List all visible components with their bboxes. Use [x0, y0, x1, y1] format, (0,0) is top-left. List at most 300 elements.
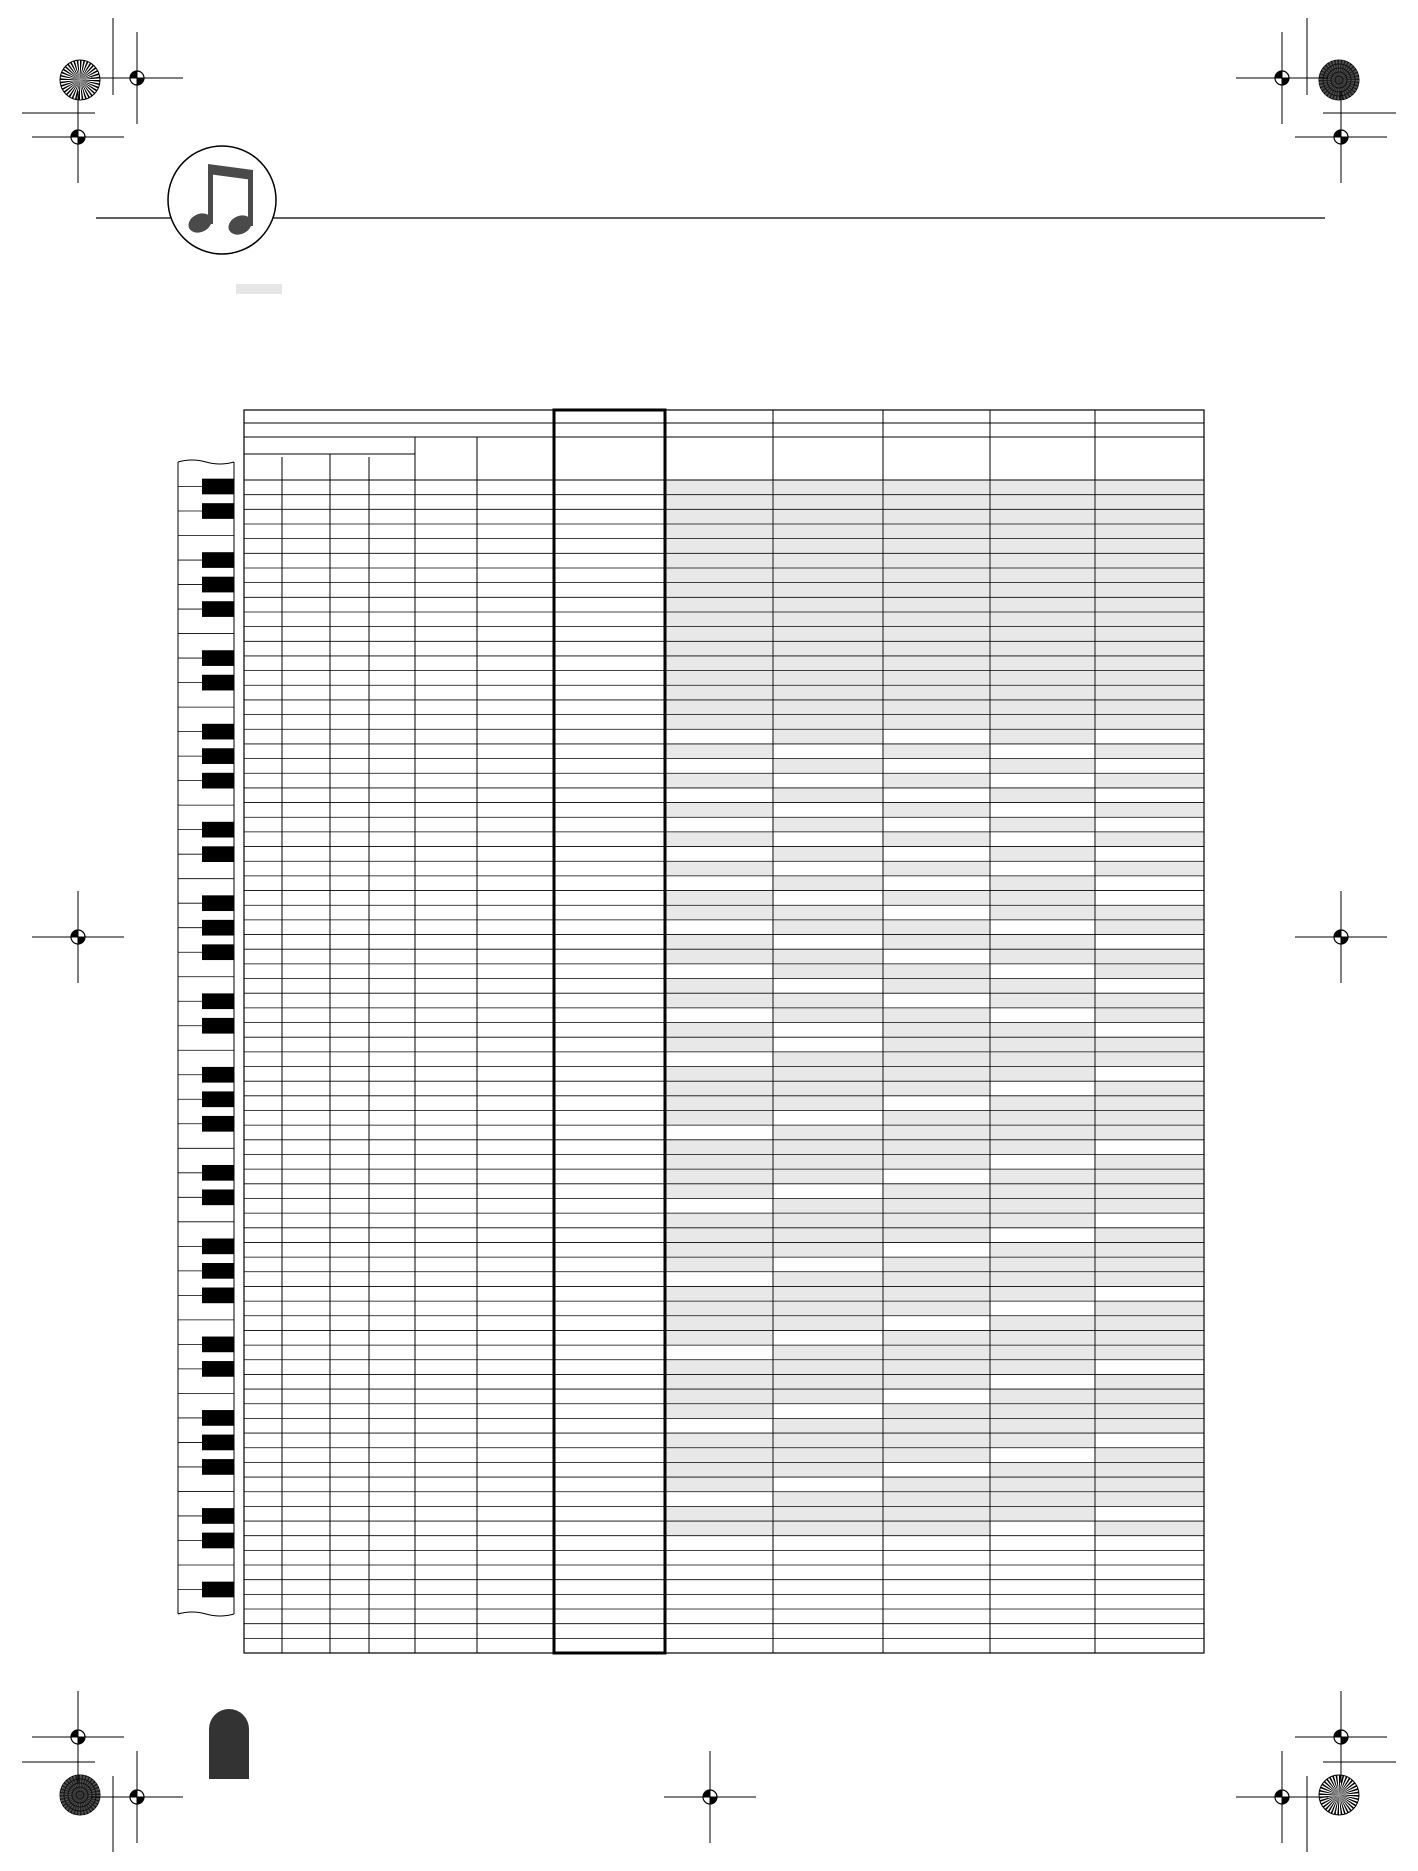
shaded-cell	[884, 1272, 989, 1286]
shaded-cell	[1096, 1272, 1203, 1286]
black-key	[202, 1533, 234, 1549]
shaded-cell	[666, 1023, 772, 1037]
shaded-cell	[774, 1140, 882, 1154]
shaded-cell	[774, 876, 882, 890]
shaded-cell	[666, 671, 772, 685]
shaded-cell	[1096, 583, 1203, 597]
shaded-cell	[884, 920, 989, 934]
shaded-cell	[1096, 1243, 1203, 1257]
black-key	[202, 1263, 234, 1279]
shaded-cell	[991, 1507, 1094, 1521]
shaded-cell	[1096, 1199, 1203, 1213]
shaded-cell	[1096, 510, 1203, 524]
shaded-cell	[884, 979, 989, 993]
shaded-cell	[1096, 1478, 1203, 1492]
shaded-cell	[884, 1522, 989, 1536]
shaded-cell	[774, 1346, 882, 1360]
shaded-cell	[1096, 715, 1203, 729]
shaded-cell	[991, 656, 1094, 670]
shaded-cell	[1096, 832, 1203, 846]
shaded-cell	[774, 950, 882, 964]
shaded-cell	[666, 891, 772, 905]
shaded-cell	[991, 1023, 1094, 1037]
shaded-cell	[991, 1140, 1094, 1154]
shaded-cell	[1096, 1375, 1203, 1389]
shaded-cell	[991, 686, 1094, 700]
shaded-cell	[884, 568, 989, 582]
shaded-cell	[666, 1390, 772, 1404]
shaded-cell	[991, 1360, 1094, 1374]
shaded-cell	[666, 744, 772, 758]
shaded-cell	[1096, 1184, 1203, 1198]
shaded-cell	[666, 774, 772, 788]
shaded-cell	[884, 481, 989, 495]
shaded-cell	[1096, 1126, 1203, 1140]
shaded-cell	[1096, 774, 1203, 788]
black-key	[202, 1435, 234, 1451]
shaded-cell	[666, 1067, 772, 1081]
shaded-cell	[774, 906, 882, 920]
shaded-cell	[884, 1111, 989, 1125]
shaded-cell	[884, 1214, 989, 1228]
shaded-cell	[991, 1331, 1094, 1345]
shaded-cell	[774, 847, 882, 861]
keyboard-break-bottom	[178, 1612, 234, 1616]
shaded-cell	[774, 1302, 882, 1316]
shaded-cell	[1096, 612, 1203, 626]
shaded-cell	[666, 803, 772, 817]
shaded-cell	[884, 935, 989, 949]
shaded-cell	[666, 935, 772, 949]
black-key	[202, 577, 234, 593]
shaded-cell	[774, 1067, 882, 1081]
shaded-cell	[1096, 1448, 1203, 1462]
shaded-cell	[1096, 1228, 1203, 1242]
shaded-cell	[1096, 539, 1203, 553]
shaded-cell	[774, 554, 882, 568]
page-number-tab	[209, 1709, 249, 1779]
shaded-cell	[774, 1214, 882, 1228]
shaded-cell	[884, 524, 989, 538]
shaded-cell	[774, 656, 882, 670]
shaded-cell	[1096, 1522, 1203, 1536]
keyboard-break-top	[178, 460, 234, 464]
shaded-cell	[991, 1126, 1094, 1140]
shaded-cell	[774, 671, 882, 685]
shaded-cell	[884, 774, 989, 788]
shaded-cell	[991, 1478, 1094, 1492]
black-key	[202, 1508, 234, 1524]
shaded-cell	[991, 524, 1094, 538]
shaded-cell	[774, 1492, 882, 1506]
shaded-cell	[666, 1507, 772, 1521]
shaded-cell	[774, 627, 882, 641]
piano-keyboard	[178, 460, 234, 1616]
shaded-cell	[774, 568, 882, 582]
shaded-cell	[774, 715, 882, 729]
shaded-cell	[666, 612, 772, 626]
shaded-cell	[991, 1052, 1094, 1066]
shaded-cell	[884, 803, 989, 817]
shaded-cell	[884, 554, 989, 568]
highlighted-column	[554, 410, 665, 1653]
shaded-cell	[1096, 1258, 1203, 1272]
shaded-cell	[1096, 495, 1203, 509]
shaded-cell	[991, 642, 1094, 656]
shaded-cell	[991, 1316, 1094, 1330]
shaded-cell	[884, 700, 989, 714]
shaded-cell	[666, 686, 772, 700]
shaded-cell	[666, 1478, 772, 1492]
shaded-cell	[666, 1214, 772, 1228]
shaded-cell	[991, 539, 1094, 553]
shaded-cell	[991, 906, 1094, 920]
shaded-cell	[1096, 744, 1203, 758]
shaded-cell	[1096, 568, 1203, 582]
black-key	[202, 1116, 234, 1132]
shaded-cell	[1096, 1096, 1203, 1110]
shaded-cell	[884, 539, 989, 553]
black-key	[202, 1288, 234, 1304]
shaded-cell	[666, 656, 772, 670]
shaded-cell	[884, 862, 989, 876]
shaded-cell	[774, 700, 882, 714]
shaded-cell	[666, 1302, 772, 1316]
shaded-cell	[1096, 964, 1203, 978]
shaded-cell	[884, 1302, 989, 1316]
shaded-cell	[991, 994, 1094, 1008]
black-key	[202, 601, 234, 617]
shaded-cell	[774, 1522, 882, 1536]
black-key	[202, 944, 234, 960]
shaded-cell	[884, 1404, 989, 1418]
shaded-cell	[774, 1360, 882, 1374]
shaded-cell	[991, 1346, 1094, 1360]
shaded-cell	[1096, 1492, 1203, 1506]
black-key	[202, 650, 234, 666]
black-key	[202, 675, 234, 691]
shaded-cell	[991, 1390, 1094, 1404]
black-key	[202, 895, 234, 911]
shaded-cell	[774, 1008, 882, 1022]
shaded-cell	[774, 1287, 882, 1301]
shaded-cell	[774, 1126, 882, 1140]
shaded-cell	[774, 1390, 882, 1404]
shaded-cell	[991, 598, 1094, 612]
shaded-cell	[666, 1243, 772, 1257]
shaded-cell	[666, 979, 772, 993]
shaded-cell	[884, 1478, 989, 1492]
shaded-cell	[991, 788, 1094, 802]
shaded-cell	[884, 1052, 989, 1066]
shaded-cell	[991, 1038, 1094, 1052]
shaded-cell	[774, 1155, 882, 1169]
shaded-cell	[666, 1522, 772, 1536]
shaded-cell	[884, 1038, 989, 1052]
shaded-cell	[884, 744, 989, 758]
shaded-cell	[1096, 524, 1203, 538]
shaded-cell	[991, 1214, 1094, 1228]
shaded-cell	[884, 1140, 989, 1154]
shaded-cell	[666, 598, 772, 612]
shaded-cell	[991, 979, 1094, 993]
shaded-cell	[991, 730, 1094, 744]
shaded-cell	[991, 1492, 1094, 1506]
shaded-cell	[1096, 1404, 1203, 1418]
shaded-cell	[774, 1096, 882, 1110]
shaded-cell	[1096, 1390, 1203, 1404]
shaded-cell	[884, 1126, 989, 1140]
shaded-cell	[1096, 1302, 1203, 1316]
black-key	[202, 1459, 234, 1475]
shaded-cell	[666, 1096, 772, 1110]
shaded-cell	[991, 568, 1094, 582]
black-key	[202, 1361, 234, 1377]
shaded-cell	[666, 642, 772, 656]
shaded-cell	[991, 759, 1094, 773]
shaded-cell	[884, 1360, 989, 1374]
shaded-cell	[991, 847, 1094, 861]
shaded-cell	[774, 1375, 882, 1389]
shaded-cell	[1096, 481, 1203, 495]
shaded-cell	[1096, 700, 1203, 714]
shaded-cell	[991, 612, 1094, 626]
shaded-cell	[666, 950, 772, 964]
black-key	[202, 503, 234, 519]
shaded-cell	[666, 568, 772, 582]
shaded-cell	[666, 1463, 772, 1477]
black-key	[202, 1582, 234, 1598]
shaded-cell	[1096, 627, 1203, 641]
shaded-cell	[774, 1463, 882, 1477]
shaded-cell	[884, 1228, 989, 1242]
shaded-cell	[666, 554, 772, 568]
shaded-cell	[884, 656, 989, 670]
shaded-cell	[991, 1243, 1094, 1257]
shaded-cell	[774, 539, 882, 553]
shaded-cell	[884, 1008, 989, 1022]
shaded-cell	[991, 1170, 1094, 1184]
shaded-cell	[1096, 1331, 1203, 1345]
shaded-cell	[1096, 994, 1203, 1008]
page-tab-label	[236, 284, 282, 294]
shaded-cell	[884, 1492, 989, 1506]
shaded-cell	[666, 1082, 772, 1096]
shaded-cell	[774, 481, 882, 495]
shaded-cell	[774, 730, 882, 744]
shaded-cell	[774, 1316, 882, 1330]
shaded-cell	[991, 481, 1094, 495]
shaded-cell	[884, 715, 989, 729]
black-key	[202, 1410, 234, 1426]
black-key	[202, 1189, 234, 1205]
shaded-cell	[991, 935, 1094, 949]
shaded-cell	[884, 598, 989, 612]
shaded-cell	[884, 1258, 989, 1272]
shaded-cell	[666, 1111, 772, 1125]
shaded-cell	[666, 524, 772, 538]
shaded-cell	[1096, 686, 1203, 700]
shaded-cell	[774, 788, 882, 802]
shaded-cell	[774, 920, 882, 934]
shaded-cell	[774, 1448, 882, 1462]
shaded-cell	[991, 1111, 1094, 1125]
shaded-cell	[774, 1228, 882, 1242]
shaded-cell	[991, 583, 1094, 597]
shaded-cell	[666, 1375, 772, 1389]
shaded-cell	[884, 1067, 989, 1081]
shaded-cell	[774, 994, 882, 1008]
shaded-cell	[666, 1258, 772, 1272]
shaded-cell	[666, 539, 772, 553]
shaded-cell	[666, 1360, 772, 1374]
black-key	[202, 773, 234, 789]
shaded-cell	[884, 964, 989, 978]
shaded-cell	[774, 1170, 882, 1184]
black-key	[202, 724, 234, 740]
shaded-cell	[1096, 1346, 1203, 1360]
shaded-cell	[774, 1243, 882, 1257]
shaded-cell	[884, 1199, 989, 1213]
shaded-cell	[666, 510, 772, 524]
shaded-cell	[1096, 803, 1203, 817]
shaded-cell	[666, 481, 772, 495]
shaded-cell	[1096, 1082, 1203, 1096]
shaded-cell	[884, 671, 989, 685]
shaded-cell	[774, 524, 882, 538]
shaded-cell	[666, 1434, 772, 1448]
shaded-cell	[884, 891, 989, 905]
shaded-cell	[991, 1258, 1094, 1272]
black-key	[202, 846, 234, 862]
shaded-cell	[884, 627, 989, 641]
shaded-cell	[1096, 656, 1203, 670]
shaded-cell	[666, 715, 772, 729]
shaded-cell	[774, 583, 882, 597]
shaded-cell	[884, 1331, 989, 1345]
shaded-cell	[991, 950, 1094, 964]
shaded-cell	[774, 1507, 882, 1521]
shaded-cell	[884, 510, 989, 524]
shaded-cell	[884, 1082, 989, 1096]
shaded-cell	[991, 715, 1094, 729]
shaded-cell	[666, 627, 772, 641]
shaded-cell	[666, 1287, 772, 1301]
shaded-cell	[884, 1507, 989, 1521]
shaded-cell	[991, 1419, 1094, 1433]
black-key	[202, 1091, 234, 1107]
shaded-cell	[884, 495, 989, 509]
shaded-cell	[884, 1155, 989, 1169]
shaded-cell	[774, 642, 882, 656]
shaded-cell	[774, 686, 882, 700]
shaded-cell	[666, 1331, 772, 1345]
shaded-cell	[774, 1434, 882, 1448]
shaded-cell	[991, 627, 1094, 641]
black-key	[202, 1067, 234, 1083]
shaded-cell	[991, 510, 1094, 524]
shaded-cell	[991, 1287, 1094, 1301]
shaded-cell	[1096, 950, 1203, 964]
shaded-cell	[884, 642, 989, 656]
shaded-cell	[1096, 554, 1203, 568]
black-key	[202, 748, 234, 764]
shaded-cell	[1096, 1170, 1203, 1184]
shaded-cell	[666, 1404, 772, 1418]
shaded-cell	[1096, 1038, 1203, 1052]
black-key	[202, 1165, 234, 1181]
shaded-cell	[774, 964, 882, 978]
black-key	[202, 1337, 234, 1353]
shaded-cell	[991, 700, 1094, 714]
shaded-cell	[666, 1170, 772, 1184]
shaded-cell	[774, 612, 882, 626]
shaded-cell	[666, 994, 772, 1008]
shaded-cell	[884, 1023, 989, 1037]
shaded-cell	[666, 495, 772, 509]
shaded-cell	[991, 1463, 1094, 1477]
shaded-cell	[666, 906, 772, 920]
black-key	[202, 479, 234, 495]
shaded-cell	[666, 1155, 772, 1169]
shaded-cell	[1096, 671, 1203, 685]
shaded-cell	[884, 1434, 989, 1448]
shaded-cell	[774, 1082, 882, 1096]
shaded-cell	[991, 876, 1094, 890]
shaded-cell	[991, 1096, 1094, 1110]
shaded-cell	[666, 1448, 772, 1462]
shaded-cell	[884, 612, 989, 626]
shaded-cell	[666, 832, 772, 846]
shaded-cell	[666, 700, 772, 714]
shaded-cell	[884, 686, 989, 700]
shaded-cell	[884, 832, 989, 846]
shaded-cell	[884, 1184, 989, 1198]
shaded-cell	[666, 583, 772, 597]
shaded-cell	[884, 583, 989, 597]
shaded-cell	[1096, 1052, 1203, 1066]
black-key	[202, 993, 234, 1009]
shaded-cell	[774, 818, 882, 832]
shaded-cell	[666, 1228, 772, 1242]
black-key	[202, 1018, 234, 1034]
shaded-cell	[1096, 862, 1203, 876]
shaded-cell	[991, 495, 1094, 509]
black-key	[202, 552, 234, 568]
shaded-cell	[666, 862, 772, 876]
shaded-cell	[774, 1052, 882, 1066]
shaded-cell	[884, 1419, 989, 1433]
shaded-cell	[1096, 598, 1203, 612]
shaded-cell	[1096, 1155, 1203, 1169]
shaded-cell	[991, 1404, 1094, 1418]
black-key	[202, 1238, 234, 1254]
shaded-cell	[991, 1272, 1094, 1286]
shaded-cell	[1096, 920, 1203, 934]
shaded-cell	[991, 1184, 1094, 1198]
shaded-cell	[666, 1038, 772, 1052]
shaded-cell	[1096, 1316, 1203, 1330]
shaded-cell	[666, 1140, 772, 1154]
shaded-cell	[774, 1419, 882, 1433]
shaded-cell	[991, 554, 1094, 568]
black-key	[202, 920, 234, 936]
shaded-cell	[666, 1316, 772, 1330]
shaded-cell	[774, 495, 882, 509]
black-key	[202, 822, 234, 838]
shaded-cell	[666, 1184, 772, 1198]
shaded-cell	[774, 510, 882, 524]
